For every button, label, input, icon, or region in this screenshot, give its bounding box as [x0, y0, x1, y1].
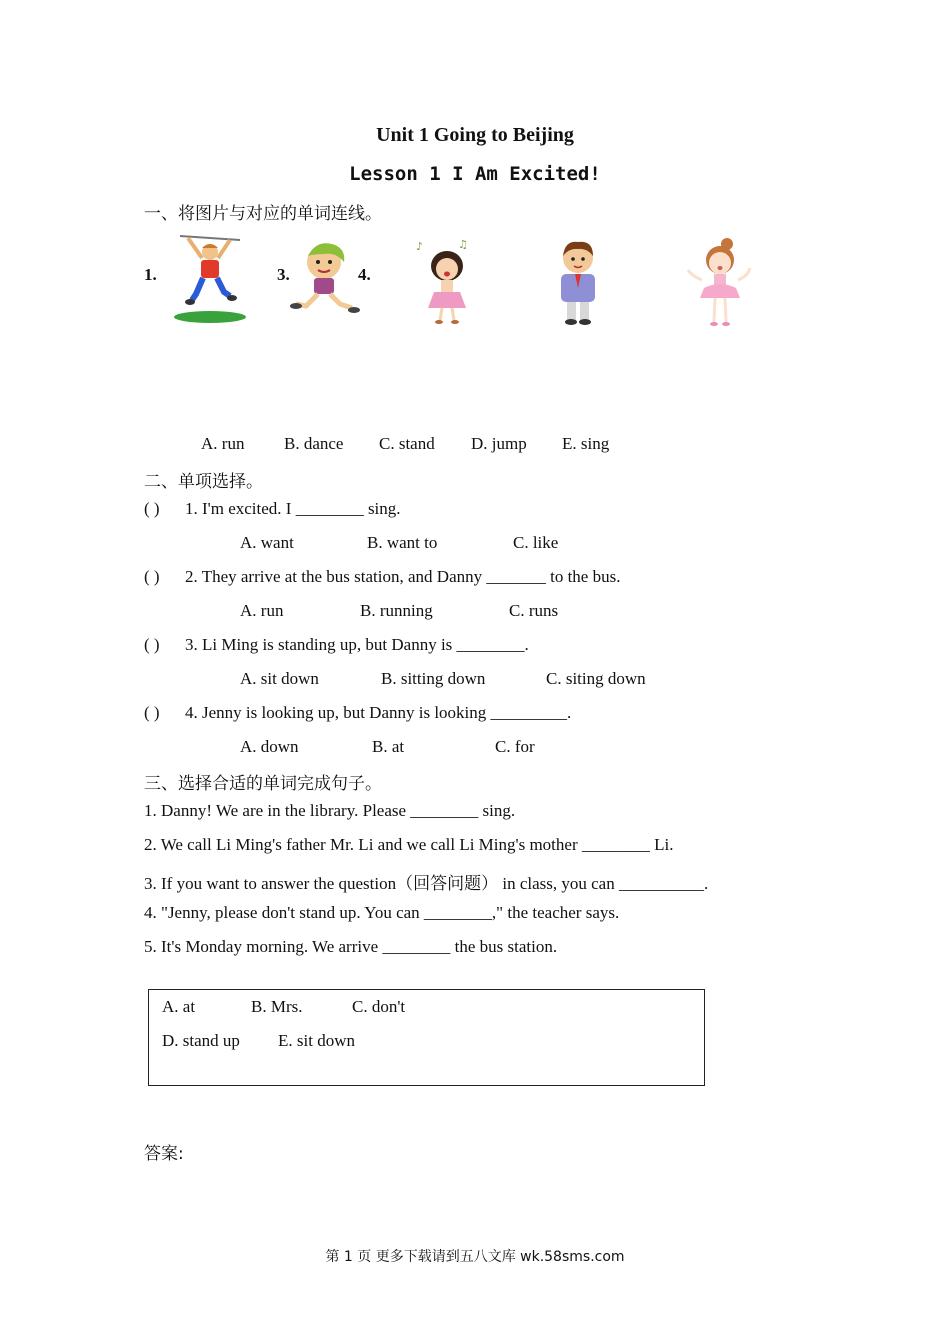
sentence-3: 3. If you want to answer the question（回答问题） in class, you can __________. — [144, 874, 709, 893]
answer-bracket: ( ) — [144, 703, 160, 722]
option-b: B. at — [372, 737, 405, 756]
page-footer: 第 1 页 更多下载请到五八文库 wk.58sms.com — [325, 1249, 625, 1265]
option-c: C. runs — [509, 601, 559, 620]
choice-jump: D. jump — [471, 434, 527, 453]
option-a: A. sit down — [240, 669, 319, 688]
word-bank-item: B. Mrs. — [251, 997, 303, 1016]
sentence-2: 2. We call Li Ming's father Mr. Li and we call Li Ming's mother ________ Li. — [144, 835, 674, 854]
answer-bracket: ( ) — [144, 635, 160, 654]
unit-title: Unit 1 Going to Beijing — [376, 124, 574, 146]
svg-text:♫: ♫ — [458, 238, 468, 251]
option-a: A. down — [240, 737, 299, 756]
option-c: C. siting down — [546, 669, 646, 688]
question-text: 4. Jenny is looking up, but Danny is looking _________. — [185, 703, 572, 722]
word-bank-item: C. don't — [352, 997, 406, 1016]
section1-heading: 一、将图片与对应的单词连线。 — [144, 204, 382, 224]
option-a: A. want — [240, 533, 294, 552]
question-text: 1. I'm excited. I ________ sing. — [185, 499, 401, 518]
picture-number-3: 3. — [277, 265, 290, 284]
section3-heading: 三、选择合适的单词完成句子。 — [144, 774, 382, 794]
singing-girl-icon — [414, 236, 480, 326]
option-b: B. running — [360, 601, 433, 620]
option-c: C. like — [513, 533, 559, 552]
picture-number-1: 1. — [144, 265, 157, 284]
choice-sing: E. sing — [562, 434, 610, 453]
option-a: A. run — [240, 601, 284, 620]
sentence-1: 1. Danny! We are in the library. Please ________ sing. — [144, 801, 516, 820]
sentence-5: 5. It's Monday morning. We arrive ________ the bus station. — [144, 937, 558, 956]
word-bank-item: D. stand up — [162, 1031, 240, 1050]
word-bank-item: A. at — [162, 997, 196, 1016]
picture-number-4: 4. — [358, 265, 371, 284]
dancing-girl-icon — [684, 236, 754, 334]
sentence-4: 4. "Jenny, please don't stand up. You can ________," the teacher says. — [144, 903, 620, 922]
choice-dance: B. dance — [284, 434, 344, 453]
choice-stand: C. stand — [379, 434, 435, 453]
option-b: B. sitting down — [381, 669, 486, 688]
svg-text:♪: ♪ — [416, 240, 424, 253]
standing-boy-icon — [547, 238, 609, 328]
answer-label: 答案: — [144, 1144, 184, 1164]
section2-heading: 二、单项选择。 — [144, 472, 263, 492]
lesson-title: Lesson 1 I Am Excited! — [349, 163, 601, 185]
option-b: B. want to — [367, 533, 438, 552]
option-c: C. for — [495, 737, 535, 756]
choice-run: A. run — [201, 434, 245, 453]
running-boy-icon — [286, 238, 362, 316]
jumping-boy-icon — [168, 228, 250, 326]
question-text: 2. They arrive at the bus station, and Danny _______ to the bus. — [185, 567, 621, 586]
answer-bracket: ( ) — [144, 499, 160, 518]
answer-bracket: ( ) — [144, 567, 160, 586]
word-bank-item: E. sit down — [278, 1031, 355, 1050]
question-text: 3. Li Ming is standing up, but Danny is ________. — [185, 635, 529, 654]
